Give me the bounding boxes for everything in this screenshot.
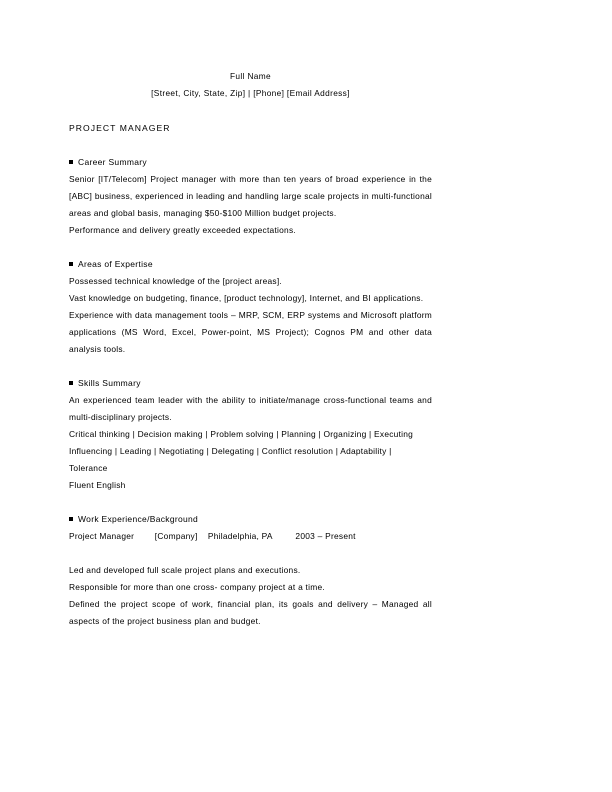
section-career-summary <box>69 154 432 239</box>
skills-paragraph-2: Critical thinking | Decision making | Problem solving | Planning | Organizing | Executing <box>69 429 414 439</box>
role-title: PROJECT MANAGER <box>69 123 171 133</box>
section-heading-label: Work Experience/Background <box>78 514 199 524</box>
section-heading-label: Skills Summary <box>78 378 141 388</box>
document-content <box>69 68 432 630</box>
work-paragraph-2: Responsible for more than one cross- company project at a time. <box>69 582 325 592</box>
skills-paragraph-1: An experienced team leader with the ability to initiate/manage cross-functional teams and multi-disciplinary projects. <box>69 395 432 422</box>
section-heading-label: Career Summary <box>78 157 147 167</box>
expertise-paragraph-1: Possessed technical knowledge of the [project areas]. <box>69 276 282 286</box>
spacer <box>69 545 432 562</box>
skills-paragraph-4: Fluent English <box>69 480 126 490</box>
square-bullet-icon <box>69 262 73 266</box>
square-bullet-icon <box>69 517 73 521</box>
section-heading-work-experience <box>69 511 432 528</box>
candidate-contact-line: [Street, City, State, Zip] | [Phone] [Email Address] <box>151 88 350 98</box>
candidate-name: Full Name <box>230 71 271 81</box>
skills-paragraph-3: Influencing | Leading | Negotiating | Delegating | Conflict resolution | Adaptability | Tolerance <box>69 446 392 473</box>
job-entry-line: Project Manager [Company] Philadelphia, PA 2003 – Present <box>69 531 356 541</box>
work-paragraph-1: Led and developed full scale project plans and executions. <box>69 565 301 575</box>
square-bullet-icon <box>69 160 73 164</box>
section-heading-career-summary <box>69 154 432 171</box>
section-heading-skills-summary <box>69 375 432 392</box>
career-summary-paragraph-2: Performance and delivery greatly exceeded expectations. <box>69 225 296 235</box>
work-paragraph-3: Defined the project scope of work, financial plan, its goals and delivery – Managed all aspects of the project business plan and budget. <box>69 599 432 626</box>
section-heading-label: Areas of Expertise <box>78 259 153 269</box>
section-heading-areas-of-expertise <box>69 256 432 273</box>
section-areas-of-expertise <box>69 256 432 358</box>
document-header <box>69 68 432 102</box>
expertise-paragraph-2: Vast knowledge on budgeting, finance, [product technology], Internet, and BI applications. <box>69 293 424 303</box>
section-work-experience <box>69 511 432 630</box>
career-summary-paragraph-1: Senior [IT/Telecom] Project manager with more than ten years of broad experience in the [ABC] business, experienced in leading and handling large scale projects in multi-functional areas and global basis, managing $50-$100 Million budget projects. <box>69 174 432 218</box>
section-skills-summary <box>69 375 432 494</box>
square-bullet-icon <box>69 381 73 385</box>
expertise-paragraph-3: Experience with data management tools – MRP, SCM, ERP systems and Microsoft platform applications (MS Word, Excel, Power-point, MS Project); Cognos PM and other data analysis tools. <box>69 310 432 354</box>
